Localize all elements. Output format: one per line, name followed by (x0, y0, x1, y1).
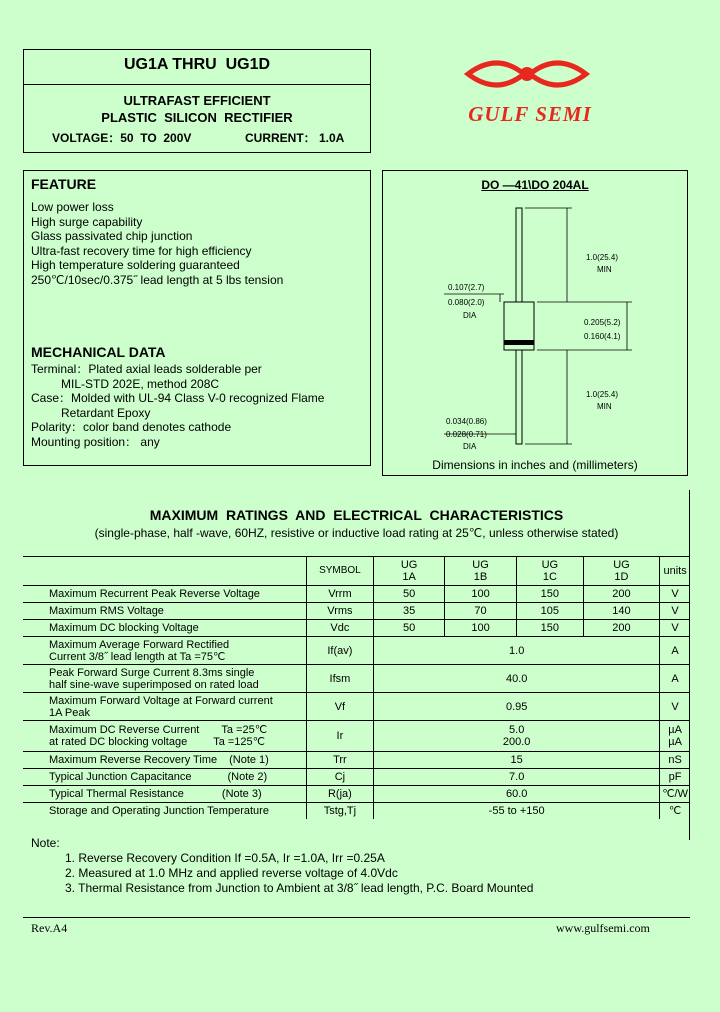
table-row (23, 586, 690, 603)
title-divider (23, 84, 371, 85)
table-row (23, 665, 690, 693)
row-unit: ℃ (660, 803, 690, 820)
row-param: Maximum Recurrent Peak Reverse Voltage (23, 586, 306, 603)
table-row (23, 637, 690, 665)
diode-drawing (382, 170, 688, 476)
row-unit: ℃/W (660, 786, 690, 803)
row-param: Storage and Operating Junction Temperature (23, 803, 306, 820)
row-symbol: Trr (306, 752, 373, 769)
lead-dia-min: 0.028(0.71) (446, 430, 487, 439)
body-dia-label: DIA (463, 311, 477, 320)
row-unit: V (660, 693, 690, 721)
body-dia-max: 0.107(2.7) (448, 283, 485, 292)
row-unit: nS (660, 752, 690, 769)
row-symbol: Cj (306, 769, 373, 786)
row-symbol: If(av) (306, 637, 373, 665)
row-param: Typical Thermal Resistance (Note 3) (23, 786, 306, 803)
feature-item: Ultra-fast recovery time for high efficiency (31, 243, 252, 258)
feature-item: Low power loss (31, 200, 114, 214)
row-value: 5.0 200.0 (374, 721, 660, 752)
ratings-table (23, 556, 690, 819)
row-value: 150 (517, 620, 584, 637)
body-len-min: 0.160(4.1) (584, 332, 621, 341)
row-unit: V (660, 603, 690, 620)
website: www.gulfsemi.com (556, 921, 650, 935)
header-ug1b: UG 1B (445, 557, 517, 586)
feature-list (31, 200, 283, 288)
row-unit: A (660, 637, 690, 665)
body-dia-min: 0.080(2.0) (448, 298, 485, 307)
lead-length-top: 1.0(25.4) (586, 253, 619, 262)
row-value: 150 (517, 586, 584, 603)
mechanical-line: Terminal：Plated axial leads solderable per (31, 362, 262, 376)
table-row (23, 603, 690, 620)
row-symbol: Vf (306, 693, 373, 721)
current-rating: CURRENT： 1.0A (245, 131, 345, 145)
ratings-subtitle: (single-phase, half -wave, 60HZ, resistive or inductive load rating at 25℃, unless otherwise stated) (94, 526, 619, 540)
row-value: 1.0 (374, 637, 660, 665)
row-value: 100 (445, 620, 517, 637)
mechanical-line: Mounting position： any (31, 434, 160, 449)
table-row (23, 693, 690, 721)
notes (31, 836, 533, 896)
row-symbol: Ir (306, 721, 373, 752)
package-caption: Dimensions in inches and (millimeters) (432, 458, 638, 472)
row-value: 35 (374, 603, 445, 620)
row-unit: V (660, 620, 690, 637)
mechanical-list (31, 362, 324, 450)
part-range: UG1A THRU UG1D (123, 56, 271, 73)
row-param: Peak Forward Surge Current 8.3ms single half sine-wave superimposed on rated load (23, 665, 306, 693)
row-param: Maximum DC Reverse Current Ta =25℃ at rated DC blocking voltage Ta =125℃ (23, 721, 306, 752)
lead-length-top-min: MIN (597, 265, 612, 274)
table-row (23, 786, 690, 803)
row-unit: A (660, 665, 690, 693)
mechanical-title: MECHANICAL DATA (31, 344, 166, 360)
voltage-rating: VOLTAGE：50 TO 200V (52, 131, 192, 145)
row-symbol: Vrrm (306, 586, 373, 603)
footer-rule (23, 917, 690, 918)
row-param: Maximum Reverse Recovery Time (Note 1) (23, 752, 306, 769)
row-value: 70 (445, 603, 517, 620)
mechanical-line: MIL-STD 202E, method 208C (61, 376, 220, 391)
table-row (23, 752, 690, 769)
row-param: Maximum Forward Voltage at Forward current 1A Peak (23, 693, 306, 721)
mechanical-line: Retardant Epoxy (61, 405, 151, 420)
row-value: 200 (583, 586, 660, 603)
feature-item: High temperature soldering guaranteed (31, 258, 240, 273)
logo-text: GULF SEMI (468, 102, 592, 126)
row-value: 7.0 (374, 769, 660, 786)
body-len-max: 0.205(5.2) (584, 318, 621, 327)
row-symbol: R(ja) (306, 786, 373, 803)
notes-title: Note: (31, 836, 60, 850)
header-ug1a: UG 1A (374, 557, 445, 586)
row-value: 40.0 (374, 665, 660, 693)
row-symbol: Ifsm (306, 665, 373, 693)
lead-dia-label: DIA (463, 442, 477, 451)
row-param: Maximum Average Forward Rectified Current 3/8˝ lead length at Ta =75℃ (23, 637, 306, 665)
feature-item: 250℃/10sec/0.375˝ lead length at 5 lbs tension (31, 272, 284, 287)
row-symbol: Vrms (306, 603, 373, 620)
table-row (23, 769, 690, 786)
row-param: Typical Junction Capacitance (Note 2) (23, 769, 306, 786)
table-row (23, 721, 690, 752)
lead-dia-max: 0.034(0.86) (446, 417, 487, 426)
revision: Rev.A4 (31, 921, 68, 935)
table-header-row (23, 557, 690, 586)
row-unit: pF (660, 769, 690, 786)
row-value: -55 to +150 (374, 803, 660, 820)
row-value: 140 (583, 603, 660, 620)
table-row (23, 620, 690, 637)
table-row (23, 803, 690, 820)
row-unit: µA µA (660, 721, 690, 752)
ratings-title: MAXIMUM RATINGS AND ELECTRICAL CHARACTERISTICS (149, 507, 564, 523)
row-value: 50 (374, 620, 445, 637)
title-line-2: PLASTIC SILICON RECTIFIER (101, 110, 293, 125)
note-item: 3. Thermal Resistance from Junction to Ambient at 3/8˝ lead length, P.C. Board Mounted (65, 881, 534, 895)
header-units: units (660, 557, 690, 586)
note-item: 2. Measured at 1.0 MHz and applied reverse voltage of 4.0Vdc (65, 866, 398, 880)
row-symbol: Vdc (306, 620, 373, 637)
note-item: 1. Reverse Recovery Condition If =0.5A, Ir =1.0A, Irr =0.25A (65, 851, 385, 865)
row-value: 105 (517, 603, 584, 620)
header-symbol: SYMBOL (306, 557, 373, 586)
mechanical-line: Case：Molded with UL-94 Class V-0 recognized Flame (31, 391, 325, 406)
row-param: Maximum RMS Voltage (23, 603, 306, 620)
feature-item: High surge capability (31, 214, 143, 229)
row-value: 100 (445, 586, 517, 603)
header-param (23, 557, 306, 586)
lead-length-bot-min: MIN (597, 402, 612, 411)
logo-mark (462, 54, 592, 100)
row-unit: V (660, 586, 690, 603)
row-value: 60.0 (374, 786, 660, 803)
feature-item: Glass passivated chip junction (31, 229, 193, 244)
mechanical-line: Polarity：color band denotes cathode (31, 420, 232, 435)
row-value: 200 (583, 620, 660, 637)
feature-title: FEATURE (31, 176, 97, 192)
package-name: DO —41\DO 204AL (481, 178, 589, 192)
row-value: 15 (374, 752, 660, 769)
lead-length-bot: 1.0(25.4) (586, 390, 619, 399)
header-ug1d: UG 1D (583, 557, 660, 586)
header-ug1c: UG 1C (517, 557, 584, 586)
row-value: 50 (374, 586, 445, 603)
row-value: 0.95 (374, 693, 660, 721)
row-param: Maximum DC blocking Voltage (23, 620, 306, 637)
title-line-1: ULTRAFAST EFFICIENT (123, 93, 271, 108)
row-symbol: Tstg,Tj (306, 803, 373, 820)
